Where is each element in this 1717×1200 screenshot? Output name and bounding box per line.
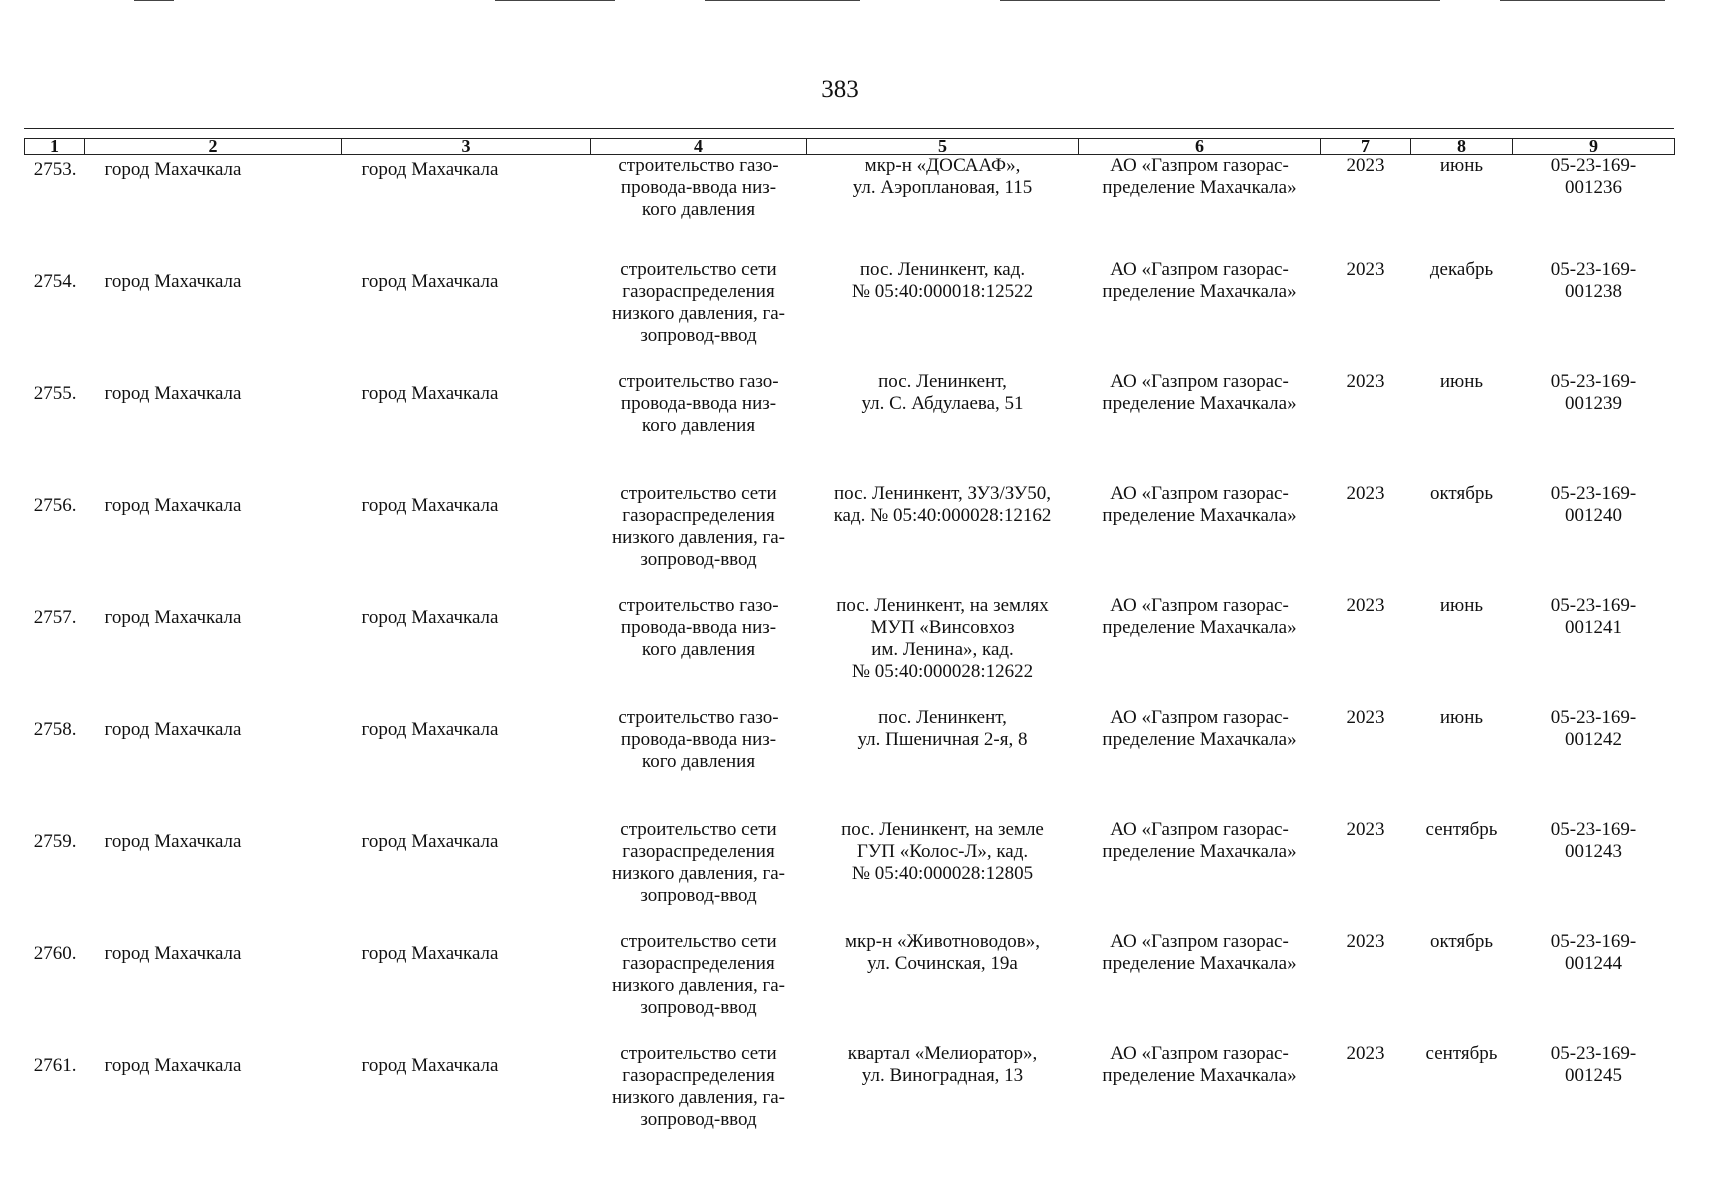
municipality-cell: город Махачкала <box>104 383 242 404</box>
row-number: 2754. <box>33 271 77 292</box>
table-row <box>25 707 1675 819</box>
month-cell: октябрь <box>1429 931 1494 952</box>
organization-cell-line: пределение Махачкала» <box>1102 177 1297 198</box>
organization-cell <box>1079 1043 1321 1155</box>
work-description-cell-line: газораспределения <box>622 1065 775 1086</box>
work-description-cell-line: провода-ввода низ- <box>620 393 777 414</box>
address-cell-line: квартал «Мелиоратор», <box>847 1043 1038 1064</box>
month-cell: декабрь <box>1429 259 1494 280</box>
scan-artifact-line <box>495 0 615 1</box>
address-cell-line: № 05:40:000018:12522 <box>851 281 1034 302</box>
organization-cell-line: АО «Газпром газорас- <box>1110 1043 1289 1064</box>
organization-cell <box>1079 595 1321 707</box>
work-description-cell-line: провода-ввода низ- <box>620 177 777 198</box>
row-number: 2759. <box>33 831 77 852</box>
header-rule <box>24 128 1674 129</box>
table-row <box>25 371 1675 483</box>
address-cell-line: кад. № 05:40:000028:12162 <box>833 505 1052 526</box>
page-number: 383 <box>821 76 859 103</box>
address-cell-line: ГУП «Колос-Л», кад. <box>856 841 1029 862</box>
organization-cell <box>1079 371 1321 483</box>
row-number: 2760. <box>33 943 77 964</box>
registry-code-cell-line: 05-23-169- <box>1550 483 1637 504</box>
registry-code-cell-line: 05-23-169- <box>1550 371 1637 392</box>
data-table <box>24 138 1675 1155</box>
scan-artifact-line <box>1500 0 1665 1</box>
work-description-cell-line: строительство газо- <box>618 155 779 176</box>
row-number: 2755. <box>33 383 77 404</box>
address-cell <box>807 259 1079 371</box>
address-cell <box>807 707 1079 819</box>
municipality-cell: город Махачкала <box>104 271 242 292</box>
settlement-cell: город Махачкала <box>361 943 499 964</box>
header-col-7: 7 <box>1321 139 1411 155</box>
work-description-cell <box>591 155 807 260</box>
work-description-cell-line: провода-ввода низ- <box>620 617 777 638</box>
work-description-cell <box>591 483 807 595</box>
address-cell-line: пос. Ленинкент, на земле <box>841 819 1044 840</box>
municipality-cell: город Махачкала <box>104 1055 242 1076</box>
work-description-cell-line: строительство сети <box>620 483 777 504</box>
work-description-cell-line: низкого давления, га- <box>611 527 786 548</box>
registry-code-cell-line: 001242 <box>1565 729 1622 750</box>
registry-code-cell-line: 001243 <box>1565 841 1622 862</box>
table-row <box>25 483 1675 595</box>
municipality-cell: город Махачкала <box>104 831 242 852</box>
table-row <box>25 931 1675 1043</box>
organization-cell-line: пределение Махачкала» <box>1102 505 1297 526</box>
registry-code-cell <box>1513 931 1675 1043</box>
row-number: 2757. <box>33 607 77 628</box>
work-description-cell-line: низкого давления, га- <box>611 303 786 324</box>
table-row <box>25 819 1675 931</box>
work-description-cell-line: строительство газо- <box>618 371 779 392</box>
registry-code-cell-line: 001238 <box>1565 281 1622 302</box>
work-description-cell <box>591 707 807 819</box>
year-cell: 2023 <box>1346 259 1385 280</box>
year-cell: 2023 <box>1346 595 1385 616</box>
work-description-cell-line: провода-ввода низ- <box>620 729 777 750</box>
work-description-cell-line: газораспределения <box>622 953 775 974</box>
organization-cell-line: АО «Газпром газорас- <box>1110 707 1289 728</box>
table-row <box>25 155 1675 260</box>
work-description-cell-line: кого давления <box>641 415 756 436</box>
organization-cell-line: АО «Газпром газорас- <box>1110 371 1289 392</box>
row-number: 2753. <box>33 159 77 180</box>
address-cell-line: им. Ленина», кад. <box>871 639 1014 660</box>
work-description-cell <box>591 819 807 931</box>
organization-cell-line: АО «Газпром газорас- <box>1110 259 1289 280</box>
scan-artifact-line <box>1000 0 1440 1</box>
address-cell <box>807 483 1079 595</box>
scan-artifact-line <box>705 0 860 1</box>
header-col-1: 1 <box>25 139 85 155</box>
work-description-cell-line: кого давления <box>641 751 756 772</box>
address-cell-line: № 05:40:000028:12805 <box>851 863 1034 884</box>
month-cell: июнь <box>1439 155 1484 176</box>
month-cell: июнь <box>1439 707 1484 728</box>
year-cell: 2023 <box>1346 1043 1385 1064</box>
settlement-cell: город Махачкала <box>361 159 499 180</box>
municipality-cell: город Махачкала <box>104 719 242 740</box>
header-col-5: 5 <box>807 139 1079 155</box>
organization-cell-line: пределение Махачкала» <box>1102 617 1297 638</box>
registry-code-cell <box>1513 1043 1675 1155</box>
organization-cell <box>1079 931 1321 1043</box>
work-description-cell-line: низкого давления, га- <box>611 1087 786 1108</box>
organization-cell-line: пределение Махачкала» <box>1102 953 1297 974</box>
work-description-cell-line: зопровод-ввод <box>640 549 757 570</box>
settlement-cell: город Махачкала <box>361 1055 499 1076</box>
month-cell: октябрь <box>1429 483 1494 504</box>
address-cell <box>807 371 1079 483</box>
organization-cell-line: пределение Махачкала» <box>1102 729 1297 750</box>
registry-code-cell <box>1513 155 1675 260</box>
work-description-cell-line: строительство сети <box>620 1043 777 1064</box>
month-cell: июнь <box>1439 595 1484 616</box>
address-cell <box>807 931 1079 1043</box>
year-cell: 2023 <box>1346 819 1385 840</box>
registry-code-cell-line: 05-23-169- <box>1550 595 1637 616</box>
organization-cell-line: АО «Газпром газорас- <box>1110 595 1289 616</box>
address-cell <box>807 1043 1079 1155</box>
organization-cell-line: пределение Махачкала» <box>1102 1065 1297 1086</box>
table-row <box>25 1043 1675 1155</box>
registry-code-cell <box>1513 483 1675 595</box>
work-description-cell-line: строительство сети <box>620 819 777 840</box>
header-col-6: 6 <box>1079 139 1321 155</box>
work-description-cell-line: зопровод-ввод <box>640 997 757 1018</box>
address-cell-line: пос. Ленинкент, кад. <box>859 259 1026 280</box>
month-cell: июнь <box>1439 371 1484 392</box>
settlement-cell: город Махачкала <box>361 719 499 740</box>
address-cell-line: пос. Ленинкент, <box>878 707 1007 728</box>
organization-cell-line: АО «Газпром газорас- <box>1110 155 1289 176</box>
organization-cell-line: пределение Махачкала» <box>1102 393 1297 414</box>
registry-code-cell-line: 001240 <box>1565 505 1622 526</box>
settlement-cell: город Махачкала <box>361 271 499 292</box>
year-cell: 2023 <box>1346 707 1385 728</box>
address-cell-line: мкр-н «ДОСААФ», <box>864 155 1021 176</box>
address-cell <box>807 819 1079 931</box>
address-cell-line: № 05:40:000028:12622 <box>851 661 1034 682</box>
registry-code-cell-line: 001244 <box>1565 953 1622 974</box>
table-header <box>25 136 1675 156</box>
table-row <box>25 259 1675 371</box>
organization-cell-line: АО «Газпром газорас- <box>1110 931 1289 952</box>
year-cell: 2023 <box>1346 483 1385 504</box>
organization-cell-line: АО «Газпром газорас- <box>1110 819 1289 840</box>
address-cell-line: пос. Ленинкент, ЗУ3/ЗУ50, <box>833 483 1052 504</box>
scan-artifact-line <box>134 0 174 1</box>
work-description-cell <box>591 595 807 707</box>
work-description-cell-line: зопровод-ввод <box>640 885 757 906</box>
header-col-2: 2 <box>85 139 342 155</box>
address-cell-line: ул. Виноградная, 13 <box>861 1065 1024 1086</box>
registry-code-cell <box>1513 595 1675 707</box>
registry-code-cell-line: 001239 <box>1565 393 1622 414</box>
work-description-cell-line: низкого давления, га- <box>611 975 786 996</box>
registry-code-cell-line: 05-23-169- <box>1550 155 1637 176</box>
year-cell: 2023 <box>1346 931 1385 952</box>
header-row <box>25 139 1675 155</box>
work-description-cell-line: газораспределения <box>622 281 775 302</box>
registry-code-cell-line: 05-23-169- <box>1550 819 1637 840</box>
registry-code-cell-line: 001236 <box>1565 177 1622 198</box>
registry-code-cell-line: 05-23-169- <box>1550 259 1637 280</box>
month-cell: сентябрь <box>1425 819 1498 840</box>
work-description-cell-line: кого давления <box>641 199 756 220</box>
municipality-cell: город Махачкала <box>104 495 242 516</box>
registry-code-cell <box>1513 819 1675 931</box>
organization-cell <box>1079 259 1321 371</box>
header-col-9: 9 <box>1513 139 1675 155</box>
address-cell-line: ул. Пшеничная 2-я, 8 <box>857 729 1028 750</box>
work-description-cell-line: газораспределения <box>622 505 775 526</box>
registry-code-cell-line: 05-23-169- <box>1550 707 1637 728</box>
address-cell-line: мкр-н «Животноводов», <box>845 931 1040 952</box>
organization-cell-line: пределение Махачкала» <box>1102 281 1297 302</box>
settlement-cell: город Махачкала <box>361 383 499 404</box>
work-description-cell-line: низкого давления, га- <box>611 863 786 884</box>
row-number: 2761. <box>33 1055 77 1076</box>
address-cell-line: МУП «Винсовхоз <box>870 617 1015 638</box>
table-row <box>25 595 1675 707</box>
year-cell: 2023 <box>1346 371 1385 392</box>
work-description-cell-line: зопровод-ввод <box>640 1109 757 1130</box>
address-cell <box>807 155 1079 260</box>
work-description-cell-line: строительство газо- <box>618 595 779 616</box>
table-body <box>25 155 1675 1156</box>
organization-cell <box>1079 155 1321 260</box>
registry-code-cell <box>1513 707 1675 819</box>
address-cell-line: пос. Ленинкент, на землях <box>836 595 1049 616</box>
work-description-cell-line: газораспределения <box>622 841 775 862</box>
organization-cell <box>1079 483 1321 595</box>
month-cell: сентябрь <box>1425 1043 1498 1064</box>
work-description-cell-line: строительство газо- <box>618 707 779 728</box>
organization-cell <box>1079 707 1321 819</box>
organization-cell-line: пределение Махачкала» <box>1102 841 1297 862</box>
settlement-cell: город Махачкала <box>361 607 499 628</box>
settlement-cell: город Махачкала <box>361 831 499 852</box>
municipality-cell: город Махачкала <box>104 607 242 628</box>
address-cell-line: пос. Ленинкент, <box>878 371 1007 392</box>
work-description-cell-line: строительство сети <box>620 259 777 280</box>
settlement-cell: город Махачкала <box>361 495 499 516</box>
registry-code-cell <box>1513 259 1675 371</box>
work-description-cell <box>591 931 807 1043</box>
work-description-cell-line: строительство сети <box>620 931 777 952</box>
address-cell-line: ул. Аэроплановая, 115 <box>852 177 1033 198</box>
organization-cell <box>1079 819 1321 931</box>
work-description-cell <box>591 1043 807 1155</box>
work-description-cell-line: зопровод-ввод <box>640 325 757 346</box>
registry-code-cell <box>1513 371 1675 483</box>
address-cell-line: ул. С. Абдулаева, 51 <box>861 393 1024 414</box>
header-col-4: 4 <box>591 139 807 155</box>
header-col-8: 8 <box>1411 139 1513 155</box>
header-col-3: 3 <box>342 139 591 155</box>
registry-code-cell-line: 001245 <box>1565 1065 1622 1086</box>
work-description-cell-line: кого давления <box>641 639 756 660</box>
year-cell: 2023 <box>1346 155 1385 176</box>
work-description-cell <box>591 371 807 483</box>
row-number: 2758. <box>33 719 77 740</box>
address-cell <box>807 595 1079 707</box>
municipality-cell: город Махачкала <box>104 943 242 964</box>
registry-code-cell-line: 05-23-169- <box>1550 1043 1637 1064</box>
address-cell-line: ул. Сочинская, 19а <box>867 953 1018 974</box>
registry-code-cell-line: 05-23-169- <box>1550 931 1637 952</box>
municipality-cell: город Махачкала <box>104 159 242 180</box>
work-description-cell <box>591 259 807 371</box>
organization-cell-line: АО «Газпром газорас- <box>1110 483 1289 504</box>
row-number: 2756. <box>33 495 77 516</box>
registry-code-cell-line: 001241 <box>1565 617 1622 638</box>
